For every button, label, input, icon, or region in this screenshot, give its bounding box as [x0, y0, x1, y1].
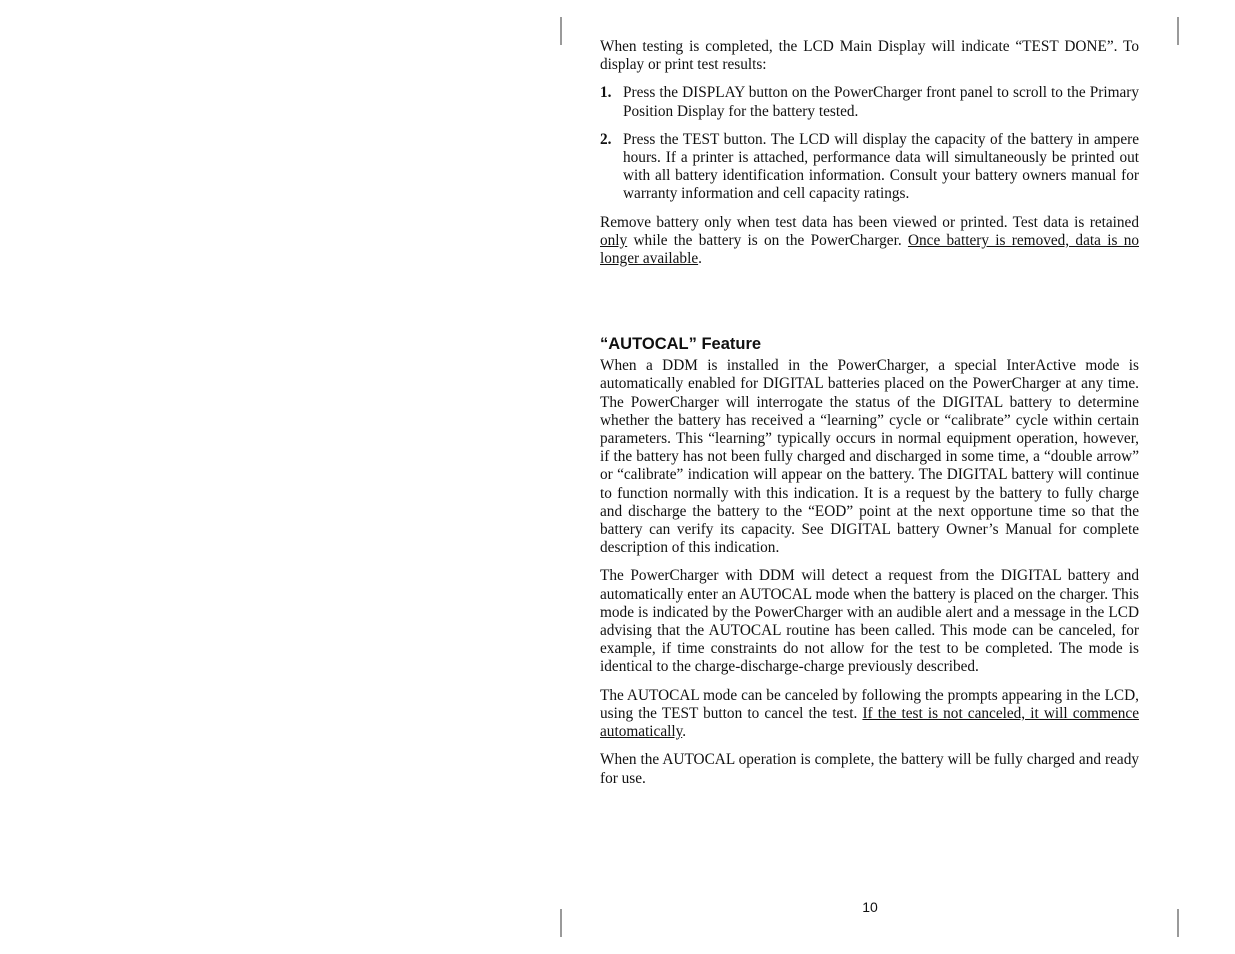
step-text: Press the TEST button. The LCD will display the capacity of the battery in ampere hours. If a printer is attached, performance data will simultaneously be printed out with all battery identification information. Consult your battery owners manual for warranty information and cell capacity ratings.	[623, 130, 1139, 203]
autocal-heading: “AUTOCAL” Feature	[600, 335, 762, 354]
page-number: 10	[862, 899, 878, 915]
step-2	[600, 131, 1139, 204]
removal-note-text: Remove battery only when test data has been viewed or printed. Test data is retained	[600, 213, 1139, 231]
step-number: 1.	[600, 84, 612, 102]
autocal-paragraph-3-end: .	[682, 723, 687, 741]
autocal-paragraph-3-text: The AUTOCAL mode can be canceled by following the prompts appearing in the LCD, using the TEST button to cancel the test.	[600, 686, 1139, 722]
autocal-paragraph-3	[600, 687, 1139, 742]
autocal-paragraph-2: The PowerCharger with DDM will detect a request from the DIGITAL battery and automatically enter an AUTOCAL mode when the battery is placed on the charger. This mode is indicated by the PowerCharger with an audible alert and a message in the LCD advising that the AUTOCAL routine has been called. This mode can be canceled, for example, if time constraints do not allow for the test to be completed. The mode is identical to the charge-discharge-charge previously described.	[600, 567, 1139, 676]
step-1	[600, 84, 1139, 120]
steps-list	[600, 84, 1139, 203]
page-text-column	[600, 38, 1139, 798]
step-text: Press the DISPLAY button on the PowerCharger front panel to scroll to the Primary Position Display for the battery tested.	[623, 84, 1139, 120]
crop-mark-bottom-right	[1177, 909, 1179, 937]
removal-note-paragraph	[600, 214, 1139, 269]
removal-note-end: .	[698, 250, 702, 268]
crop-mark-top-right	[1177, 17, 1179, 45]
crop-mark-bottom-center	[560, 909, 562, 937]
removal-note-text: while the battery is on the PowerCharger.	[627, 231, 908, 249]
autocal-paragraph-4: When the AUTOCAL operation is complete, the battery will be fully charged and ready for use.	[600, 751, 1139, 787]
removal-note-underline-only: only	[600, 231, 628, 249]
step-number: 2.	[600, 130, 612, 148]
autocal-paragraph-3-underline: If the test is not canceled, it will commence automatically	[600, 704, 1139, 741]
crop-mark-top-center	[560, 17, 562, 45]
removal-note-underline-warning: Once battery is removed, data is no longer available	[600, 231, 1139, 268]
autocal-paragraph-1: When a DDM is installed in the PowerCharger, a special InterActive mode is automatically enabled for DIGITAL batteries placed on the PowerCharger at any time. The PowerCharger will interrogate the status of the DIGITAL battery to determine whether the battery has received a “learning” cycle or “calibrate” cycle within certain parameters. This “learning” typically occurs in normal equipment operation, however, if the battery has not been fully charged and discharged in some time, a “double arrow” or “calibrate” indication will appear on the battery. The DIGITAL battery will continue to function normally with this indication. It is a request by the battery to fully charge and discharge the battery to the “EOD” point at the next opportune time so that the battery can verify its capacity. See DIGITAL battery Owner’s Manual for complete description of this indication.	[600, 357, 1139, 557]
intro-paragraph: When testing is completed, the LCD Main Display will indicate “TEST DONE”. To display or print test results:	[600, 38, 1139, 74]
